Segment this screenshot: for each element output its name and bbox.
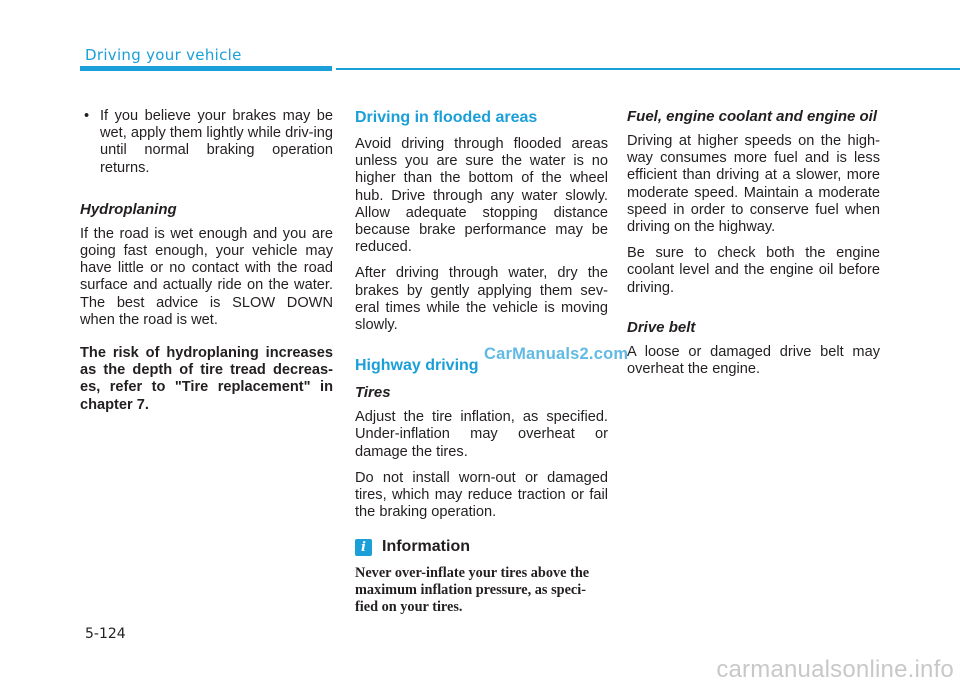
header-rule-thick bbox=[80, 66, 332, 71]
highway-driving-heading: Highway driving bbox=[355, 357, 479, 375]
drive-belt-paragraph: A loose or damaged drive belt may overheat the engine. bbox=[627, 343, 880, 378]
column-left bbox=[80, 108, 333, 423]
watermark-carmanuals2: CarManuals2.com bbox=[484, 345, 629, 363]
bullet-text: If you believe your brakes may be wet, apply them lightly while driv-ing until normal braking operation returns. bbox=[100, 108, 333, 176]
column-right bbox=[627, 108, 880, 387]
flooded-paragraph-2: After driving through water, dry the brakes by gently applying them sev-eral times while the vehicle is moving slowly. bbox=[355, 265, 608, 334]
page-number: 5-124 bbox=[85, 626, 126, 642]
flooded-areas-heading: Driving in flooded areas bbox=[355, 109, 538, 126]
information-label: Information bbox=[382, 538, 470, 556]
information-text: Never over-inflate your tires above the maximum inflation pressure, as speci-fied on your tires. bbox=[355, 565, 590, 616]
fuel-paragraph-1: Driving at higher speeds on the high-way consumes more fuel and is less efficient than driving at a slower, more moderate speed. Maintain a moderate speed in order to conserve fuel when driving on the highway. bbox=[627, 133, 880, 236]
info-icon: i bbox=[355, 539, 372, 556]
header-rule-thin bbox=[336, 68, 960, 70]
tires-paragraph-2: Do not install worn-out or damaged tires, which may reduce traction or fail the braking operation. bbox=[355, 469, 608, 521]
fuel-coolant-oil-heading: Fuel, engine coolant and engine oil bbox=[627, 108, 878, 125]
hydroplaning-heading: Hydroplaning bbox=[80, 200, 177, 218]
hydroplaning-note: The risk of hydroplaning increases as the depth of tire tread decreas-es, refer to "Tire replacement" in chapter 7. bbox=[80, 345, 333, 413]
hydroplaning-paragraph: If the road is wet enough and you are going fast enough, your vehicle may have little or no contact with the road surface and actually ride on the water. The best advice is SLOW DOWN when the road is wet. bbox=[80, 225, 333, 328]
tires-heading: Tires bbox=[355, 384, 391, 402]
drive-belt-heading: Drive belt bbox=[627, 318, 696, 336]
fuel-paragraph-2: Be sure to check both the engine coolant level and the engine oil before driving. bbox=[627, 245, 880, 296]
information-header bbox=[355, 537, 608, 557]
footer-watermark: carmanualsonline.info bbox=[716, 656, 954, 683]
flooded-paragraph-1: Avoid driving through flooded areas unless you are sure the water is no higher than the bottom of the wheel hub. Drive through any water slowly. Allow adequate stopping distance because brake performance may be reduced. bbox=[355, 136, 608, 256]
bullet-item bbox=[80, 108, 333, 177]
tires-paragraph-1: Adjust the tire inflation, as specified. Under-inflation may overheat or damage the tires. bbox=[355, 409, 608, 460]
section-title: Driving your vehicle bbox=[85, 46, 242, 64]
bullet-dot: • bbox=[84, 108, 90, 124]
